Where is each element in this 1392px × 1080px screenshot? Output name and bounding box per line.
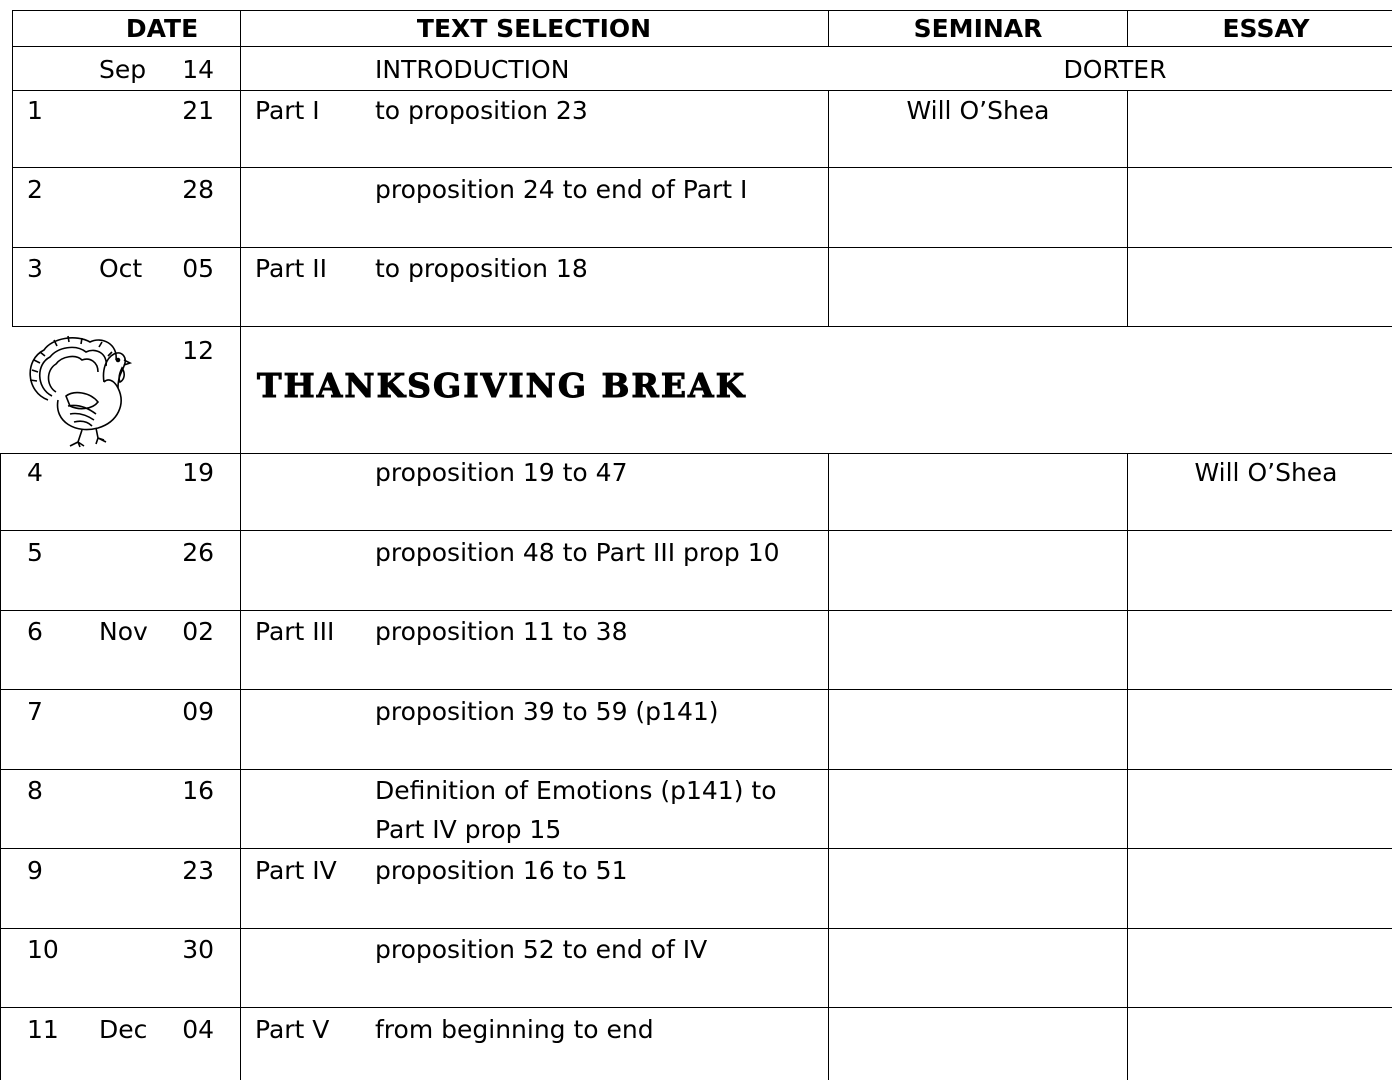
table-rule [1127, 10, 1128, 46]
row-number: 9 [27, 856, 43, 885]
table-rule [12, 90, 1392, 91]
row-number: 1 [27, 96, 43, 125]
row-month: Nov [99, 617, 148, 646]
table-rule [12, 10, 1392, 11]
row-day: 09 [182, 697, 214, 726]
intro-month: Sep [99, 55, 147, 84]
header-text-selection: TEXT SELECTION [416, 14, 652, 43]
row-text: to proposition 18 [375, 254, 588, 283]
row-text: proposition 19 to 47 [375, 458, 628, 487]
header-date: DATE [125, 14, 199, 43]
row-part: Part III [255, 617, 335, 646]
row-number: 5 [27, 538, 43, 567]
row-number: 11 [27, 1015, 59, 1044]
row-text: proposition 16 to 51 [375, 856, 628, 885]
intro-day: 14 [182, 55, 214, 84]
table-rule [240, 10, 241, 1080]
row-seminar: Will O’Shea [906, 96, 1050, 125]
row-month: Oct [99, 254, 143, 283]
header-seminar: SEMINAR [913, 14, 1043, 43]
table-rule [0, 769, 1392, 770]
row-part: Part II [255, 254, 328, 283]
row-day: 26 [182, 538, 214, 567]
table-rule [0, 610, 1392, 611]
row-number: 4 [27, 458, 43, 487]
row-text: from beginning to end [375, 1015, 654, 1044]
table-rule [0, 848, 1392, 849]
thanksgiving-break-banner: THANKSGIVING BREAK [257, 366, 747, 405]
row-day: 16 [182, 776, 214, 805]
row-number: 3 [27, 254, 43, 283]
row-day: 21 [182, 96, 214, 125]
row-day: 28 [182, 175, 214, 204]
row-text: proposition 52 to end of IV [375, 935, 708, 964]
table-rule [828, 90, 829, 326]
row-essay: Will O’Shea [1194, 458, 1338, 487]
table-rule [1127, 453, 1128, 1080]
row-text: proposition 11 to 38 [375, 617, 628, 646]
table-rule [0, 530, 1392, 531]
header-essay: ESSAY [1222, 14, 1310, 43]
row-text-line2: Part IV prop 15 [375, 815, 562, 844]
table-rule [0, 453, 1392, 454]
table-rule [828, 10, 829, 46]
row-part: Part V [255, 1015, 330, 1044]
row-day: 05 [182, 254, 214, 283]
row-text: proposition 48 to Part III prop 10 [375, 538, 780, 567]
table-rule [0, 453, 1, 1080]
row-number: 8 [27, 776, 43, 805]
table-rule [12, 46, 1392, 47]
row-number: 7 [27, 697, 43, 726]
break-day: 12 [182, 336, 214, 365]
row-text: to proposition 23 [375, 96, 588, 125]
intro-text: INTRODUCTION [375, 55, 570, 84]
turkey-icon [18, 330, 146, 448]
row-day: 19 [182, 458, 214, 487]
row-day: 02 [182, 617, 214, 646]
table-rule [12, 167, 1392, 168]
table-rule [12, 326, 1392, 327]
table-rule [0, 689, 1392, 690]
row-text: Definition of Emotions (p141) to [375, 776, 777, 805]
row-day: 23 [182, 856, 214, 885]
row-day: 04 [182, 1015, 214, 1044]
row-number: 10 [27, 935, 59, 964]
intro-seminar-essay: DORTER [1063, 55, 1167, 84]
row-text: proposition 24 to end of Part I [375, 175, 748, 204]
table-rule [0, 1007, 1392, 1008]
table-rule [12, 10, 13, 326]
row-number: 2 [27, 175, 43, 204]
row-month: Dec [99, 1015, 148, 1044]
table-rule [828, 453, 829, 1080]
row-day: 30 [182, 935, 214, 964]
table-rule [1127, 90, 1128, 326]
table-rule [12, 247, 1392, 248]
table-rule [0, 928, 1392, 929]
row-text: proposition 39 to 59 (p141) [375, 697, 719, 726]
row-part: Part I [255, 96, 320, 125]
row-number: 6 [27, 617, 43, 646]
row-part: Part IV [255, 856, 337, 885]
